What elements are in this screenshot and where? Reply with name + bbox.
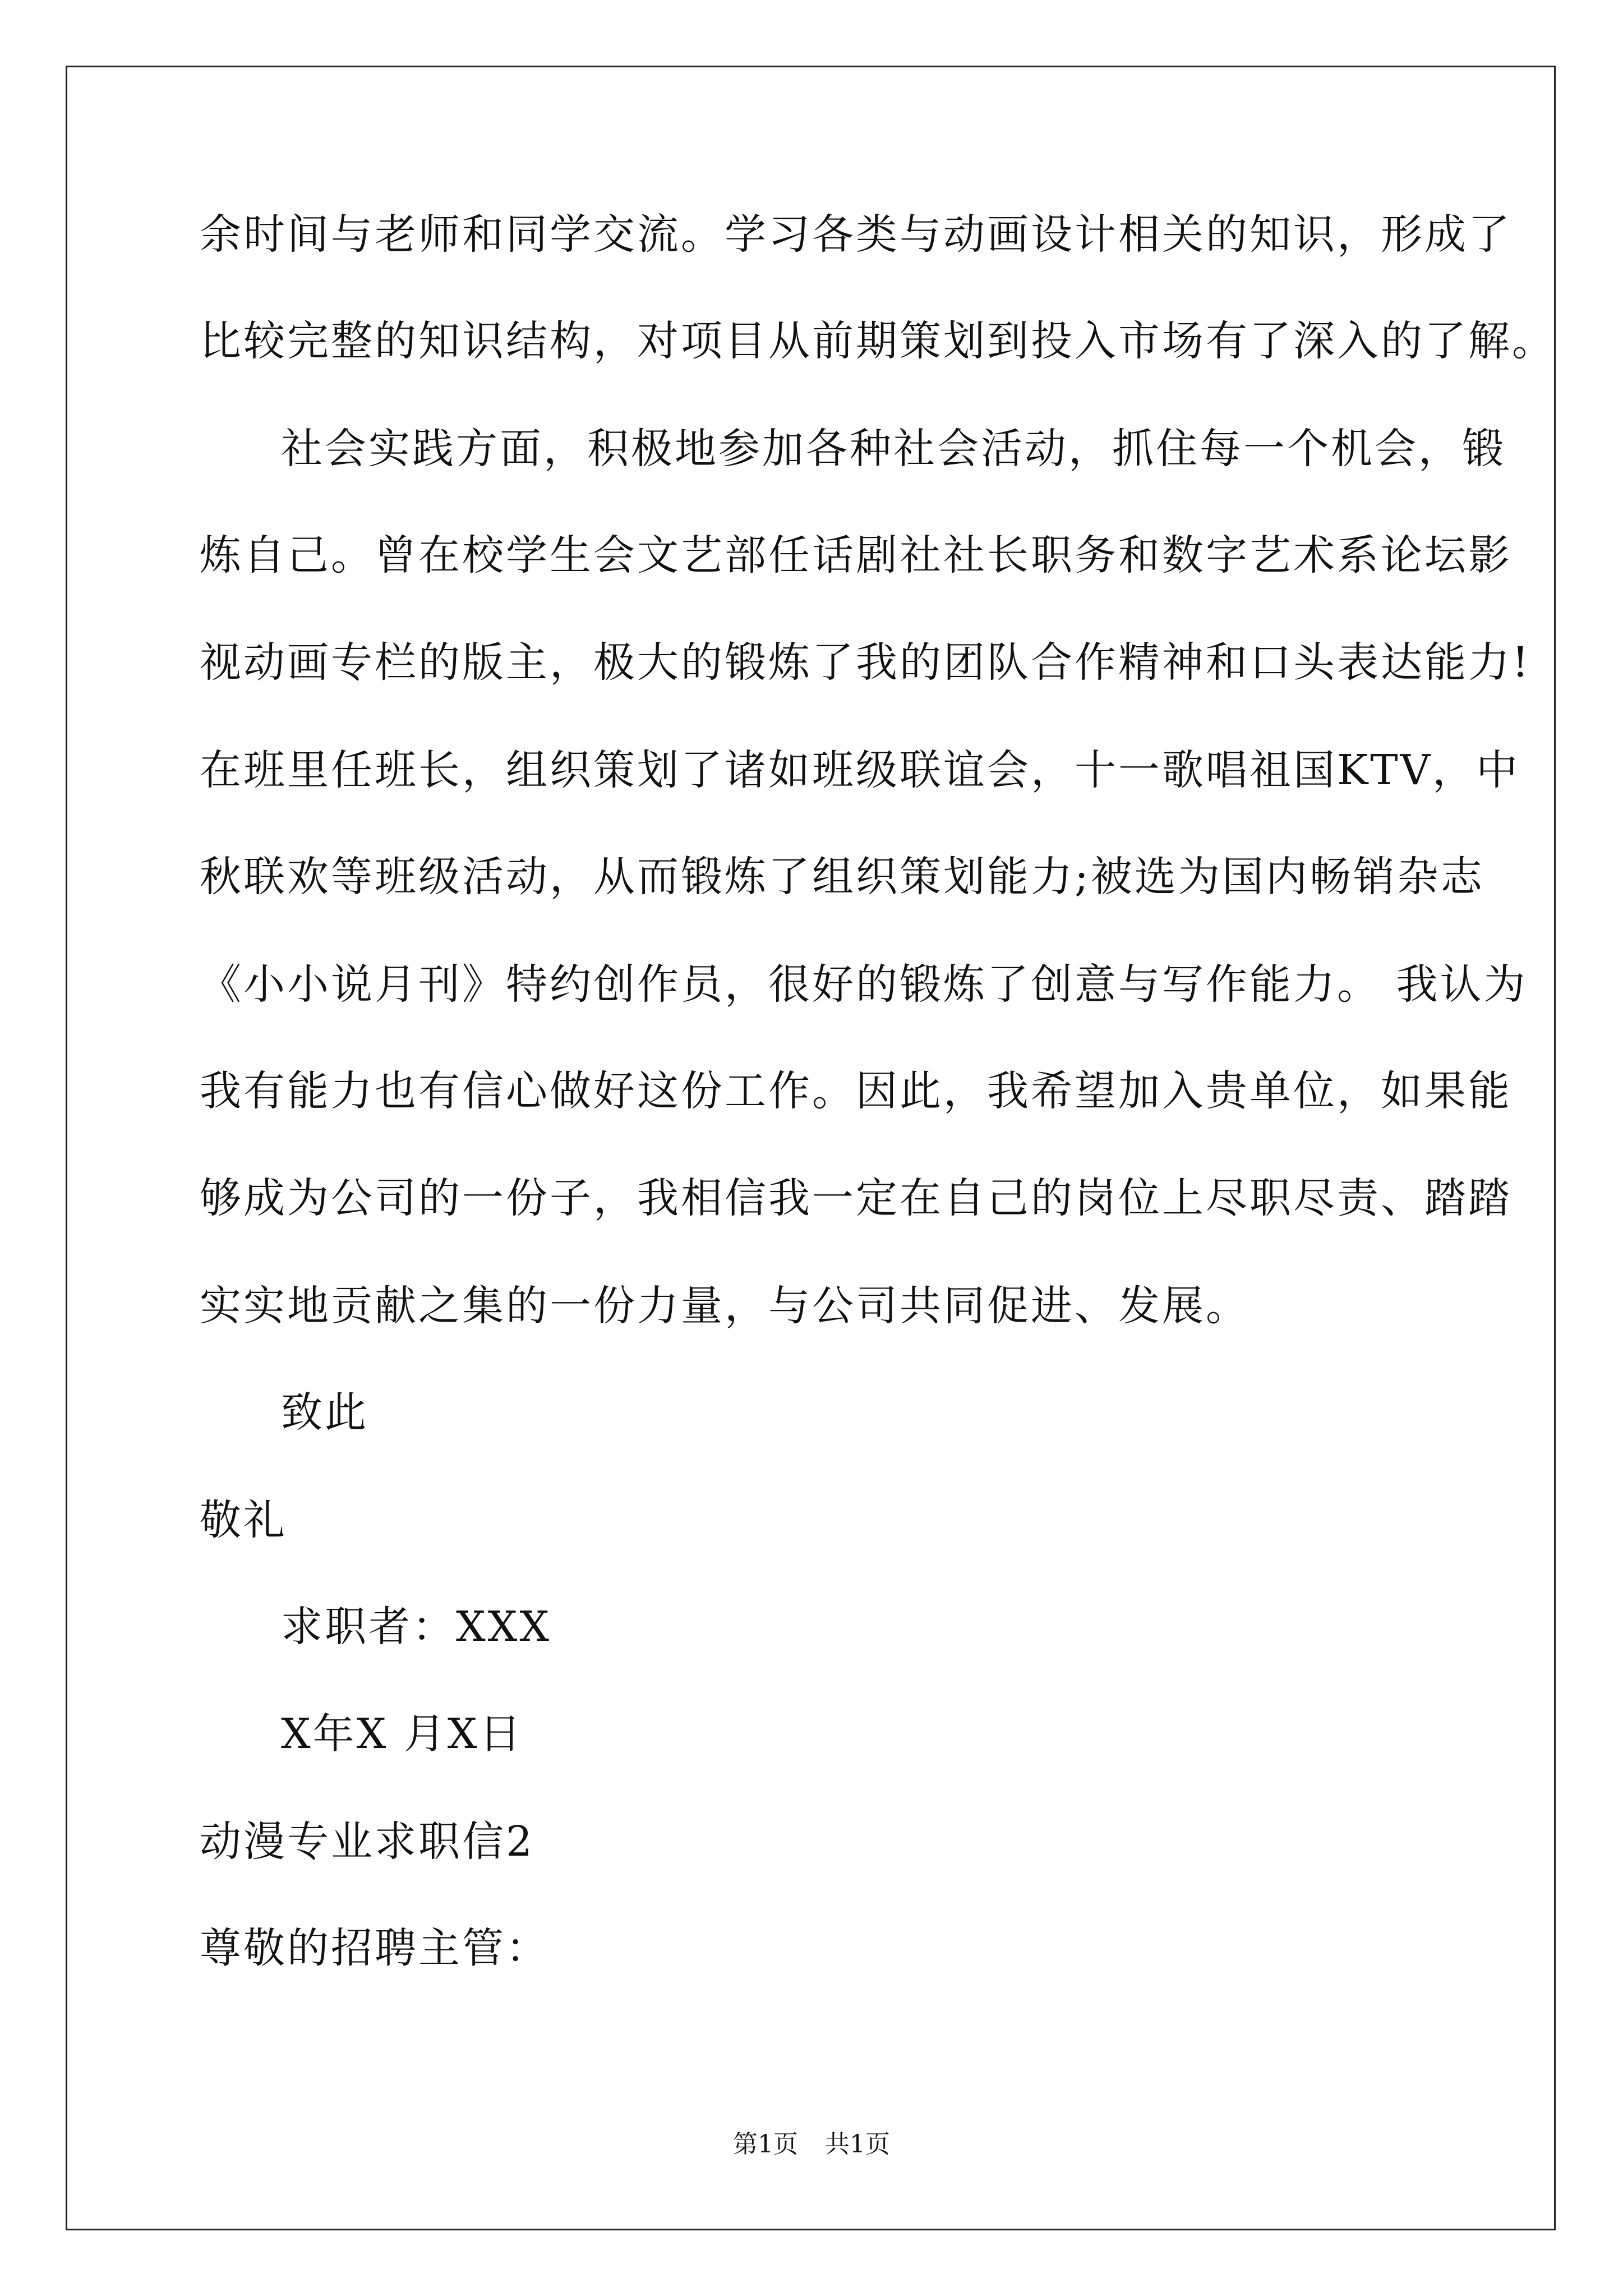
text-line: 比较完整的知识结构，对项目从前期策划到投入市场有了深入的了解。 [200, 317, 1556, 365]
text-line: 《小小说月刊》特约创作员，很好的锻炼了创意与写作能力。 我认为 [200, 960, 1528, 1009]
text-line: 炼自己。曾在校学生会文艺部任话剧社社长职务和数字艺术系论坛影 [200, 531, 1512, 579]
closing-salutation: 致此 [281, 1388, 368, 1437]
page-border [66, 66, 1556, 2230]
text-line: 视动画专栏的版主，极大的锻炼了我的团队合作精神和口头表达能力! [200, 638, 1531, 687]
text-line: 余时间与老师和同学交流。学习各类与动画设计相关的知识，形成了 [200, 210, 1512, 259]
paragraph-start-line: 社会实践方面，积极地参加各种社会活动，抓住每一个机会，锻 [281, 425, 1506, 473]
page-number: 第1页 [733, 2130, 798, 2159]
closing-regards: 敬礼 [200, 1496, 287, 1544]
text-line: 秋联欢等班级活动，从而锻炼了组织策划能力;被选为国内畅销杂志 [200, 853, 1484, 901]
greeting-line: 尊敬的招聘主管： [200, 1924, 550, 1972]
signature-line: 求职者：XXX [281, 1603, 552, 1651]
text-line: 在班里任班长，组织策划了诸如班级联谊会，十一歌唱祖国KTV，中 [200, 746, 1520, 794]
text-line: 实实地贡献之集的一份力量，与公司共同促进、发展。 [200, 1282, 1249, 1330]
text-line: 够成为公司的一份子，我相信我一定在自己的岗位上尽职尽责、踏踏 [200, 1174, 1512, 1222]
date-line: X年X 月X日 [281, 1710, 523, 1758]
page-total: 共1页 [825, 2130, 890, 2159]
page-footer [0, 2129, 1623, 2160]
section-heading: 动漫专业求职信2 [200, 1818, 535, 1866]
text-line: 我有能力也有信心做好这份工作。因此，我希望加入贵单位，如果能 [200, 1067, 1512, 1115]
